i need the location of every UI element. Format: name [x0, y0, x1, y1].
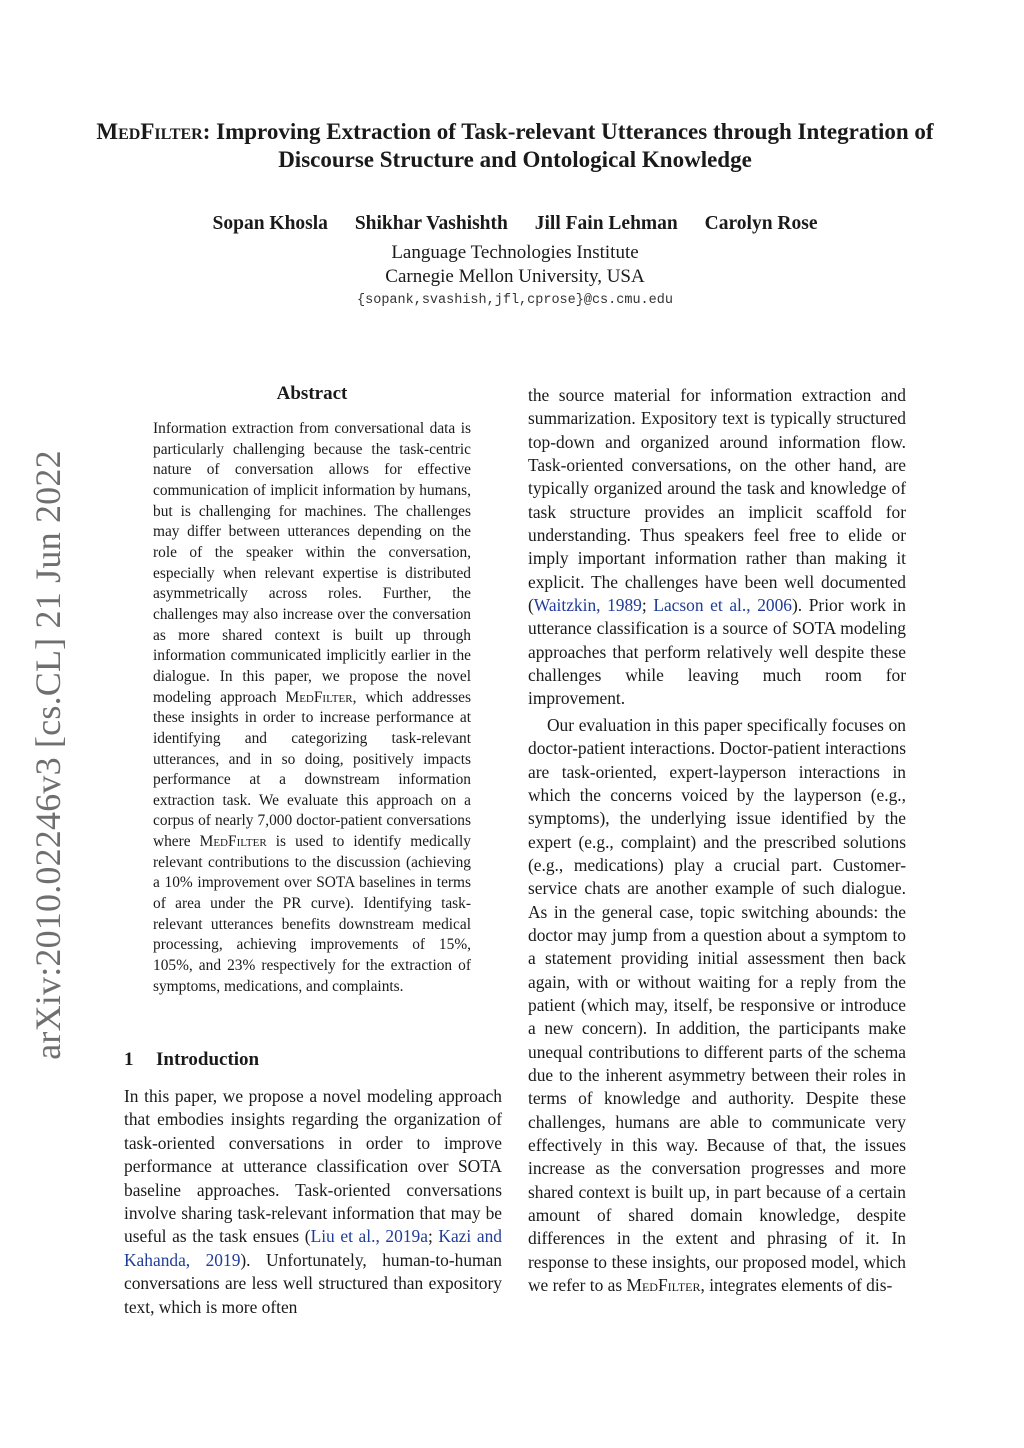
citation-link[interactable]: Kazi and Kahanda, 2019 [124, 1226, 502, 1270]
paragraph [528, 714, 906, 1298]
section-heading-introduction [124, 1049, 259, 1071]
author-name: Sopan Khosla [212, 213, 328, 234]
author-list [90, 211, 940, 237]
paragraph: the source material for information extraction and summarization. Expository text is typically structured top-down and organized around information flow. Task-oriented conversations, on the other hand, are typically organized around the task and knowledge of task structure provides an implicit scaffold for understanding. Thus speakers feel free to elide or imply important information rather than making it explicit. The challenges have been well documented (Waitzkin, 1989; Lacson et al., 2006). Prior work in utterance classification is a source of SOTA modeling approaches that perform relatively well despite these challenges while leaving much room for improvement. [528, 385, 907, 709]
abstract-model-name: MedFilter [285, 688, 353, 706]
section-number: 1 [124, 1049, 134, 1070]
introduction-right-column [528, 384, 906, 1297]
author-name: Jill Fain Lehman [534, 213, 678, 234]
citation-link[interactable]: Liu et al., 2019a [310, 1226, 428, 1247]
author-name: Shikhar Vashishth [354, 213, 508, 234]
affiliation-university: Carnegie Mellon University, USA [385, 266, 645, 287]
affiliation-institute: Language Technologies Institute [391, 242, 639, 263]
arxiv-identifier: arXiv:2010.02246v3 [cs.CL] 21 Jun 2022 [28, 450, 68, 1060]
intro-text: , integrates elements of dis- [700, 1275, 893, 1296]
abstract-part-3: is used to identify medically relevant contributions to the discussion (achieving a 10% improvement over SOTA baselines in terms of area under the PR curve). Identifying task-relevant utterances benefits downstream medical processing, achieving improvements of 15%, 105%, and 23% respectively for the extraction of symptoms, medications, and complaints. [153, 833, 471, 995]
abstract-model-name: MedFilter [199, 833, 267, 851]
intro-model-name: MedFilter [626, 1275, 701, 1296]
citation-link[interactable]: Waitzkin, 1989 [533, 595, 642, 616]
intro-text: ). Unfortunately, human-to-human conversations are less well structured than expository text, which is more often [124, 1249, 502, 1317]
paper-title [90, 118, 940, 174]
intro-text: ). Prior work in utterance classification is a source of SOTA modeling approaches that perform relatively well despite these challenges while leaving much room for improvement. [528, 595, 907, 709]
title-model-name: MedFilter [96, 119, 203, 144]
citation-link[interactable]: Lacson et al., 2006 [653, 595, 792, 616]
intro-text: the source material for information extraction and summarization. Expository text is typically structured top-down and organized around information flow. Task-oriented conversations, on the other hand, are typically organized around the task and knowledge of task structure provides an implicit scaffold for understanding. Thus speakers feel free to elide or imply important information rather than making it explicit. The challenges have been well documented ( [528, 385, 906, 616]
introduction-left-column: In this paper, we propose a novel modeling approach that embodies insights regarding the organization of task-oriented conversations in order to improve performance at utterance classification over SOTA baseline approaches. Task-oriented conversations involve sharing task-relevant information that may be useful as the task ensues (Liu et al., 2019a; Kazi and Kahanda, 2019). Unfortunately, human-to-human conversations are less well structured than expository text, which is more often [124, 1086, 502, 1317]
abstract-text [153, 419, 471, 997]
abstract-part-2: , which addresses these insights in order to increase performance at identifying and categorizing task-relevant utterances, and in so doing, positively impacts performance at a downstream information extraction task. We evaluate this approach on a corpus of nearly 7,000 doctor-patient conversations where [153, 688, 471, 851]
author-emails: {sopank,svashish,jfl,cprose}@cs.cmu.edu [357, 293, 673, 308]
author-name: Carolyn Rose [704, 213, 818, 234]
intro-text: Our evaluation in this paper specifically focuses on doctor-patient interactions. Doctor-patient interactions are task-oriented, expert-layperson interactions in which the concerns voiced by the layperson (e.g., symptoms), the underlying issue identified by the expert (e.g., complaint) and the prescribed solutions (e.g., medications) play a crucial part. Customer-service chats are another example of such dialogue. As in the general case, topic switching abounds: the doctor may jump from a question about a symptom to a statement providing initial assessment then back again, with or without waiting for a reply from the patient (which may, itself, be responsive or introduce a new concern). In addition, the participants make unequal contributions to different parts of the schema due to the inherent asymmetry between their roles in terms of knowledge and authority. Despite these challenges, humans are able to communicate very effectively in this way. Because of that, the issues increase as the conversation progresses and more shared context is built up, in part because of a certain amount of shared domain knowledge, despite differences in the extent and phrasing of it. In response to these insights, our proposed model, which we refer to as [528, 714, 906, 1296]
abstract-part-1: Information extraction from conversational data is particularly challenging because the task-centric nature of conversation allows for effective communication of implicit information by humans, but is challenging for machines. The challenges may differ between utterances depending on the role of the speaker within the conversation, especially when relevant expertise is distributed asymmetrically across roles. Further, the challenges may also increase over the conversation as more shared context is built up through information communicated implicitly earlier in the dialogue. In this paper, we propose the novel modeling approach [153, 420, 471, 706]
abstract-heading: Abstract [276, 383, 348, 404]
section-title: Introduction [156, 1049, 260, 1070]
title-text: : Improving Extraction of Task-relevant Utterances through Integration of Discourse Structure and Ontological Knowledge [202, 119, 934, 172]
intro-text: In this paper, we propose a novel modeling approach that embodies insights regarding the organization of task-oriented conversations in order to improve performance at utterance classification over SOTA baseline approaches. Task-oriented conversations involve sharing task-relevant information that may be useful as the task ensues ( [124, 1086, 502, 1247]
